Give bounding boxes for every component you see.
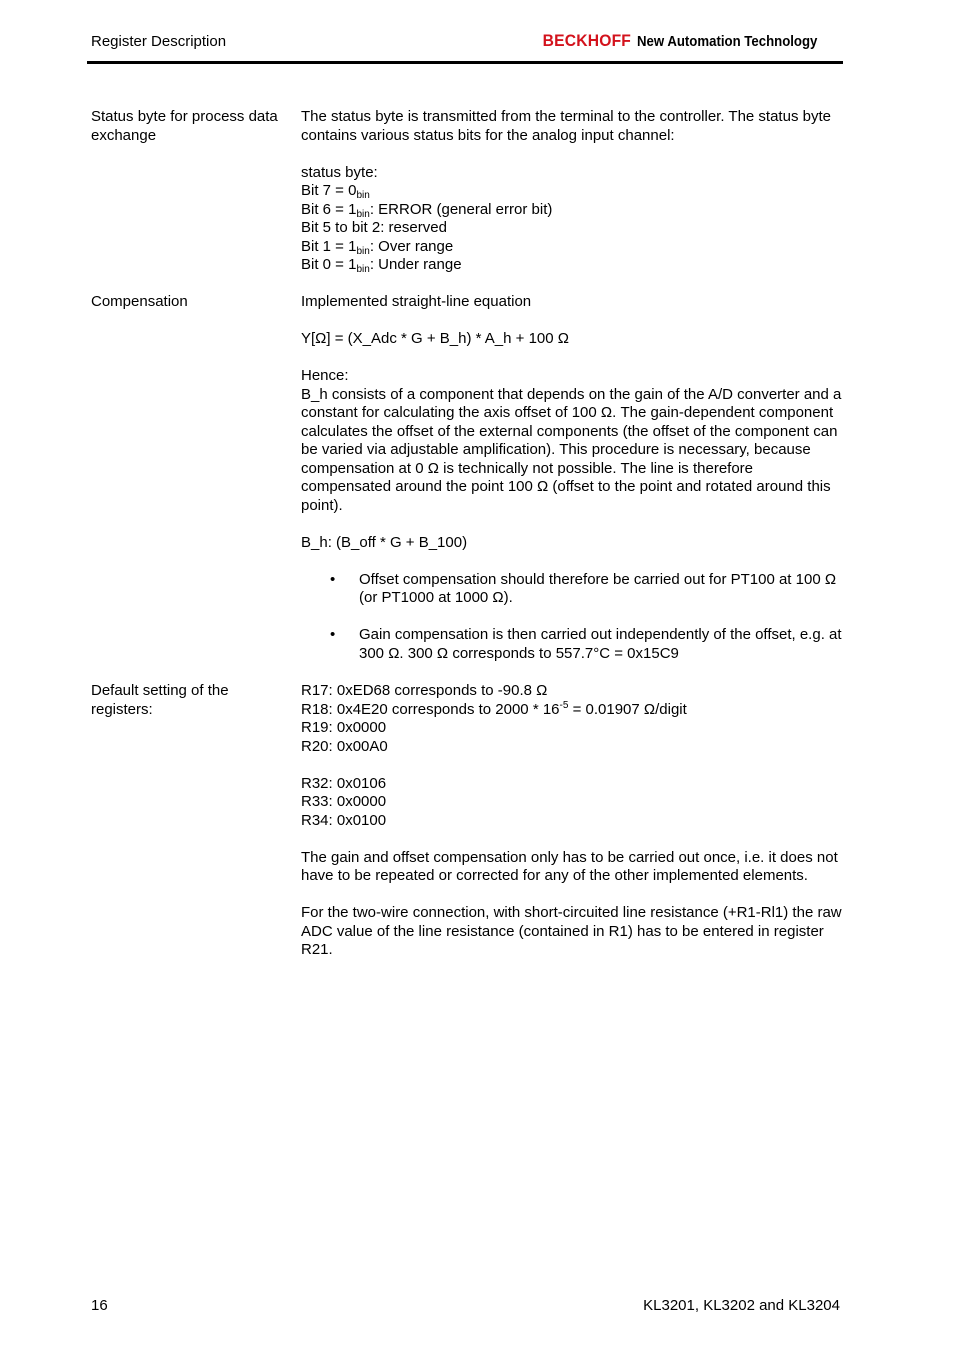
register-r18: R18: 0x4E20 corresponds to $2000 * 16^{-5} = 0.01907$ Ω/digit	[301, 699, 687, 718]
compensation-bh: B_h: (B_off * G + B_100)	[301, 533, 468, 551]
bullet-icon: •	[330, 570, 336, 588]
status-byte-heading: status byte:	[301, 163, 378, 181]
defaults-content	[301, 682, 846, 960]
compensation-hence: Hence:	[301, 367, 349, 384]
defaults-label: Default setting of the registers:	[91, 682, 229, 718]
compensation-explanation: B_h consists of a component that depends on the gain of the A/D converter and a constant for calculating the axis offset of 100 Ω. The gain-dependent component calculates the offset of the external components (the offset of the component can be varied via adjustable amplification). This procedure is necessary, because compensation at 0 Ω is technically not possible. The line is therefore compensated around the point 100 Ω (offset to the point and rotated around this point).	[301, 385, 842, 514]
footer-product: KL3201, KL3202 and KL3204	[643, 1297, 840, 1314]
register-r20: R20: 0x00A0	[301, 737, 388, 755]
compensation-equation: Y[Ω] = (X_Adc * G + B_h) * A_h + 100 Ω	[301, 330, 569, 347]
status-bit-6: Bit $6 = 1_{bin}$: ERROR (general error bit)	[301, 200, 553, 220]
status-bit-1: Bit $1 = 1_{bin}$: Over range	[301, 237, 454, 257]
status-byte-content	[301, 108, 846, 275]
list-item: • Offset compensation should therefore be carried out for PT100 at 100 Ω (or PT1000 at 1000 Ω).	[330, 570, 837, 606]
register-r33: R33: 0x0000	[301, 793, 387, 810]
list-item: • Gain compensation is then carried out independently of the offset, e.g. at 300 Ω. 300 Ω corresponds to 557.7°C = 0x15C9	[330, 626, 842, 662]
status-byte-intro: The status byte is transmitted from the terminal to the controller. The status byte contains various status bits for the analog input channel:	[301, 108, 831, 144]
status-bit-7: Bit $7 = 0_{bin}$	[301, 182, 370, 201]
register-r19: R19: 0x0000	[301, 719, 387, 736]
compensation-label: Compensation	[91, 293, 188, 310]
brand-logo	[535, 31, 842, 53]
register-r17: R17: 0xED68 corresponds to -90.8 Ω	[301, 682, 548, 699]
register-r34: R34: 0x0100	[301, 811, 387, 829]
header-rule	[87, 61, 843, 64]
beckhoff-wordmark: BECKHOFF	[542, 31, 631, 50]
page-header-title: Register Description	[91, 33, 227, 50]
bullet-icon: •	[330, 626, 336, 643]
defaults-note-2: For the two-wire connection, with short-circuited line resistance (+R1-Rl1) the raw ADC value of the line resistance (contained in R1) has to be entered in register R21.	[301, 904, 842, 958]
status-bit-5-2: Bit 5 to bit 2: reserved	[301, 219, 447, 236]
defaults-note-1: The gain and offset compensation only has to be carried out once, i.e. it does not have to be repeated or corrected for any of the other implemented elements.	[301, 848, 838, 884]
brand-slogan: New Automation Technology	[637, 33, 818, 50]
status-byte-label: Status byte for process data exchange	[91, 108, 278, 144]
compensation-line1: Implemented straight-line equation	[301, 293, 532, 310]
register-r32: R32: 0x0106	[301, 774, 387, 792]
compensation-content	[301, 293, 846, 663]
status-bit-0: Bit $0 = 1_{bin}$: Under range	[301, 256, 462, 275]
page-number: 16	[91, 1297, 108, 1314]
